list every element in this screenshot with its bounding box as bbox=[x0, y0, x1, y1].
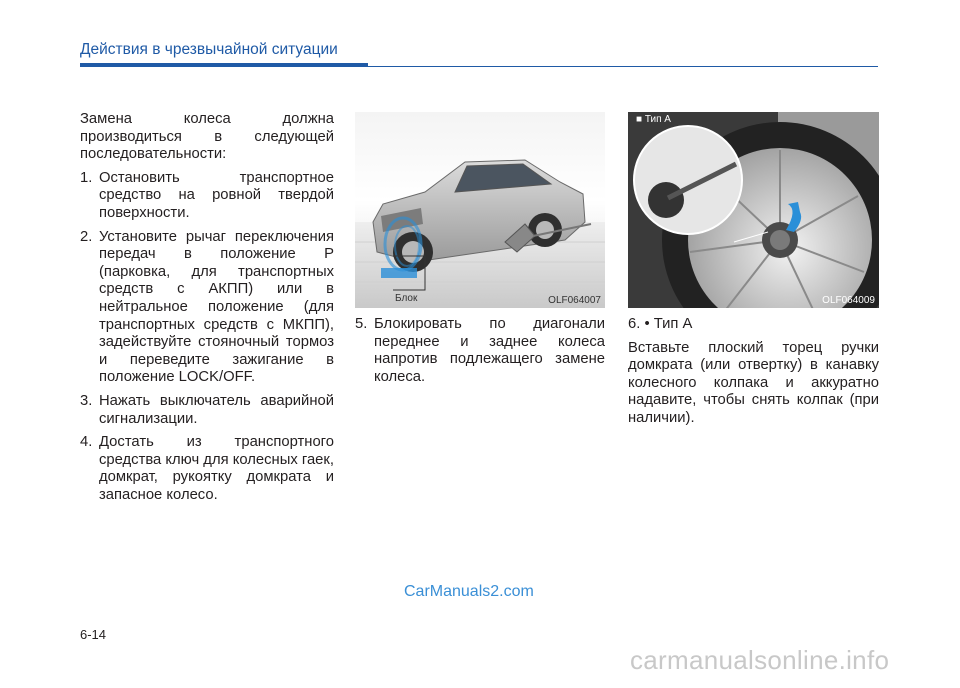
steps-list-1 bbox=[80, 170, 334, 505]
column-3 bbox=[628, 316, 879, 428]
step-text: Остановить транспортное средство на ровной твердой поверхности. bbox=[99, 169, 334, 221]
section-title: Действия в чрезвычайной ситуации bbox=[80, 41, 338, 58]
step-text: Установите рычаг переключения передач в положение P (парковка, для транспортных средств с АКПП) или в нейтральное положение (для транспортных средств с МКПП), задействуйте стояночный тормоз и переведите зажигание в положение LOCK/OFF. bbox=[99, 228, 334, 386]
step-text: Блокировать по диагонали переднее и заднее колеса напротив подлежащего замене колеса. bbox=[374, 316, 605, 385]
figure-label-block: Блок bbox=[395, 293, 418, 304]
car-chock-illustration bbox=[355, 112, 605, 308]
car-illustration bbox=[355, 112, 605, 308]
step-number: 3. bbox=[80, 392, 93, 409]
step-6-text: Вставьте плоский торец ручки домкрата (или отвертку) в канавку колесного колпака и аккуратно надавите, чтобы снять колпак (при наличии). bbox=[628, 339, 879, 426]
list-item bbox=[80, 170, 334, 223]
column-2 bbox=[355, 316, 605, 386]
figure-code: OLF064009 bbox=[822, 295, 875, 306]
step-text: Достать из транспортного средства ключ для колесных гаек, домкрат, рукоятку домкрата и запасное колесо. bbox=[99, 434, 334, 503]
step-heading: 6. • Тип A bbox=[628, 316, 693, 332]
list-item bbox=[80, 434, 334, 504]
header-rule-thin bbox=[368, 66, 878, 67]
header-rule-thick bbox=[80, 63, 368, 67]
figure-code: OLF064007 bbox=[548, 295, 601, 306]
page-number: 6-14 bbox=[80, 627, 107, 642]
step-number: 2. bbox=[80, 228, 93, 245]
steps-list-2 bbox=[355, 316, 605, 386]
step-number: 4. bbox=[80, 434, 93, 451]
site-link[interactable]: CarManuals2.com bbox=[404, 583, 534, 600]
list-item bbox=[80, 393, 334, 428]
type-a-label: ■ Тип A bbox=[636, 114, 671, 125]
watermark: carmanualsonline.info bbox=[630, 645, 890, 675]
list-item bbox=[80, 229, 334, 387]
step-number: 5. bbox=[355, 316, 368, 332]
step-number: 1. bbox=[80, 169, 93, 186]
wheel-cap-illustration bbox=[628, 112, 879, 308]
intro-paragraph: Замена колеса должна производиться в следующей последовательности: bbox=[80, 111, 334, 163]
column-1 bbox=[80, 111, 334, 504]
list-item bbox=[355, 316, 605, 386]
wheel-illustration bbox=[628, 112, 879, 308]
step-text: Нажать выключатель аварийной сигнализации. bbox=[99, 392, 334, 427]
